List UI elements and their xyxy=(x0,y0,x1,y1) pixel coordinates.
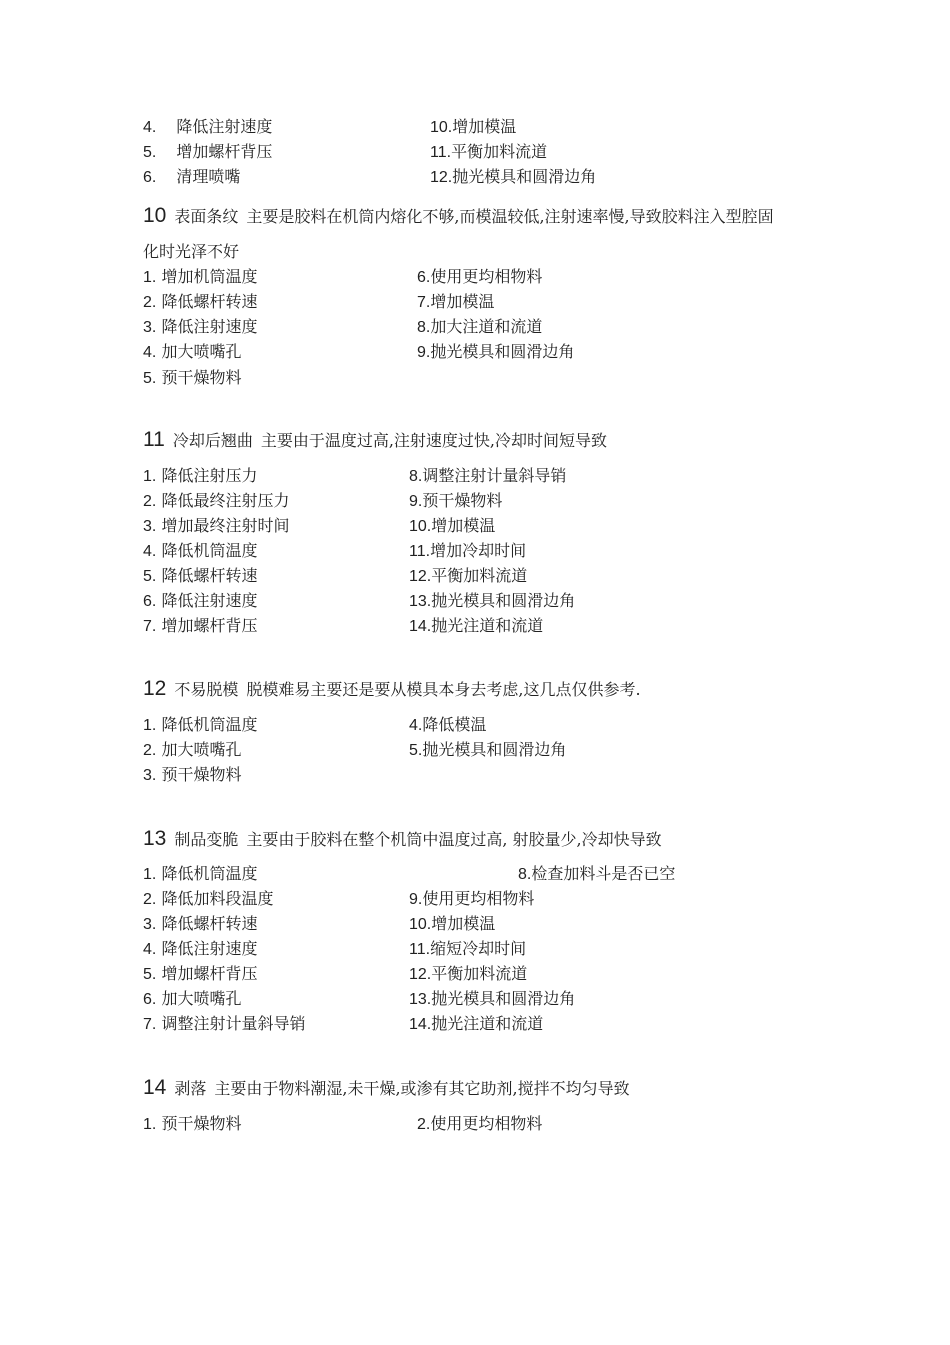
list-item: 5. 增加螺杆背压 xyxy=(143,964,258,983)
list-item: 8.检查加料斗是否已空 xyxy=(518,864,676,883)
list-item: 9.预干燥物料 xyxy=(409,491,503,510)
list-item: 4. 降低注射速度 xyxy=(143,117,273,136)
list-item: 1. 降低机筒温度 xyxy=(143,864,258,883)
list-item: 6. 清理喷嘴 xyxy=(143,167,241,186)
section-heading: 12 不易脱模 脱模难易主要还是要从模具本身去考虑,这几点仅供参考. xyxy=(143,677,641,700)
list-item: 5.抛光模具和圆滑边角 xyxy=(409,740,567,759)
list-item: 13.抛光模具和圆滑边角 xyxy=(409,989,576,1008)
list-item: 3. 降低注射速度 xyxy=(143,317,258,336)
list-item: 2. 降低螺杆转速 xyxy=(143,292,258,311)
list-item: 7. 调整注射计量斜导销 xyxy=(143,1014,306,1033)
section-heading: 10 表面条纹 主要是胶料在机筒内熔化不够,而模温较低,注射速率慢,导致胶料注入型腔固 xyxy=(143,204,774,227)
list-item: 13.抛光模具和圆滑边角 xyxy=(409,591,576,610)
list-item: 6. 降低注射速度 xyxy=(143,591,258,610)
section-heading: 13 制品变脆 主要由于胶料在整个机筒中温度过高, 射胶量少,冷却快导致 xyxy=(143,827,662,850)
list-item: 4. 降低机筒温度 xyxy=(143,541,258,560)
list-item: 7. 增加螺杆背压 xyxy=(143,616,258,635)
section-heading: 14 剥落 主要由于物料潮湿,未干燥,或渗有其它助剂,搅拌不均匀导致 xyxy=(143,1076,630,1099)
list-item: 11.平衡加料流道 xyxy=(430,142,548,161)
list-item: 6. 加大喷嘴孔 xyxy=(143,989,242,1008)
list-item: 2.使用更均相物料 xyxy=(417,1114,543,1133)
list-item: 1. 降低机筒温度 xyxy=(143,715,258,734)
list-item: 1. 增加机筒温度 xyxy=(143,267,258,286)
list-item: 8.调整注射计量斜导销 xyxy=(409,466,567,485)
list-item: 5. 增加螺杆背压 xyxy=(143,142,273,161)
list-item: 12.抛光模具和圆滑边角 xyxy=(430,167,597,186)
list-item: 14.抛光注道和流道 xyxy=(409,616,544,635)
list-item: 5. 预干燥物料 xyxy=(143,368,242,387)
section-heading: 11 冷却后翘曲 主要由于温度过高,注射速度过快,冷却时间短导致 xyxy=(143,428,608,451)
list-item: 8.加大注道和流道 xyxy=(417,317,543,336)
list-item: 1. 预干燥物料 xyxy=(143,1114,242,1133)
list-item: 6.使用更均相物料 xyxy=(417,267,543,286)
list-item: 1. 降低注射压力 xyxy=(143,466,258,485)
list-item: 14.抛光注道和流道 xyxy=(409,1014,544,1033)
list-item: 4.降低模温 xyxy=(409,715,487,734)
list-item: 9.抛光模具和圆滑边角 xyxy=(417,342,575,361)
list-item: 4. 降低注射速度 xyxy=(143,939,258,958)
list-item: 11.增加冷却时间 xyxy=(409,541,527,560)
list-item: 10.增加模温 xyxy=(430,117,517,136)
list-item: 11.缩短冷却时间 xyxy=(409,939,527,958)
list-item: 4. 加大喷嘴孔 xyxy=(143,342,242,361)
list-item: 12.平衡加料流道 xyxy=(409,566,528,585)
list-item: 2. 加大喷嘴孔 xyxy=(143,740,242,759)
list-item: 12.平衡加料流道 xyxy=(409,964,528,983)
list-item: 3. 增加最终注射时间 xyxy=(143,516,290,535)
list-item: 10.增加模温 xyxy=(409,516,496,535)
list-item: 3. 预干燥物料 xyxy=(143,765,242,784)
list-item: 10.增加模温 xyxy=(409,914,496,933)
list-item: 2. 降低加料段温度 xyxy=(143,889,274,908)
list-item: 9.使用更均相物料 xyxy=(409,889,535,908)
section-description: 化时光泽不好 xyxy=(143,242,240,261)
list-item: 2. 降低最终注射压力 xyxy=(143,491,290,510)
list-item: 3. 降低螺杆转速 xyxy=(143,914,258,933)
list-item: 5. 降低螺杆转速 xyxy=(143,566,258,585)
list-item: 7.增加模温 xyxy=(417,292,495,311)
